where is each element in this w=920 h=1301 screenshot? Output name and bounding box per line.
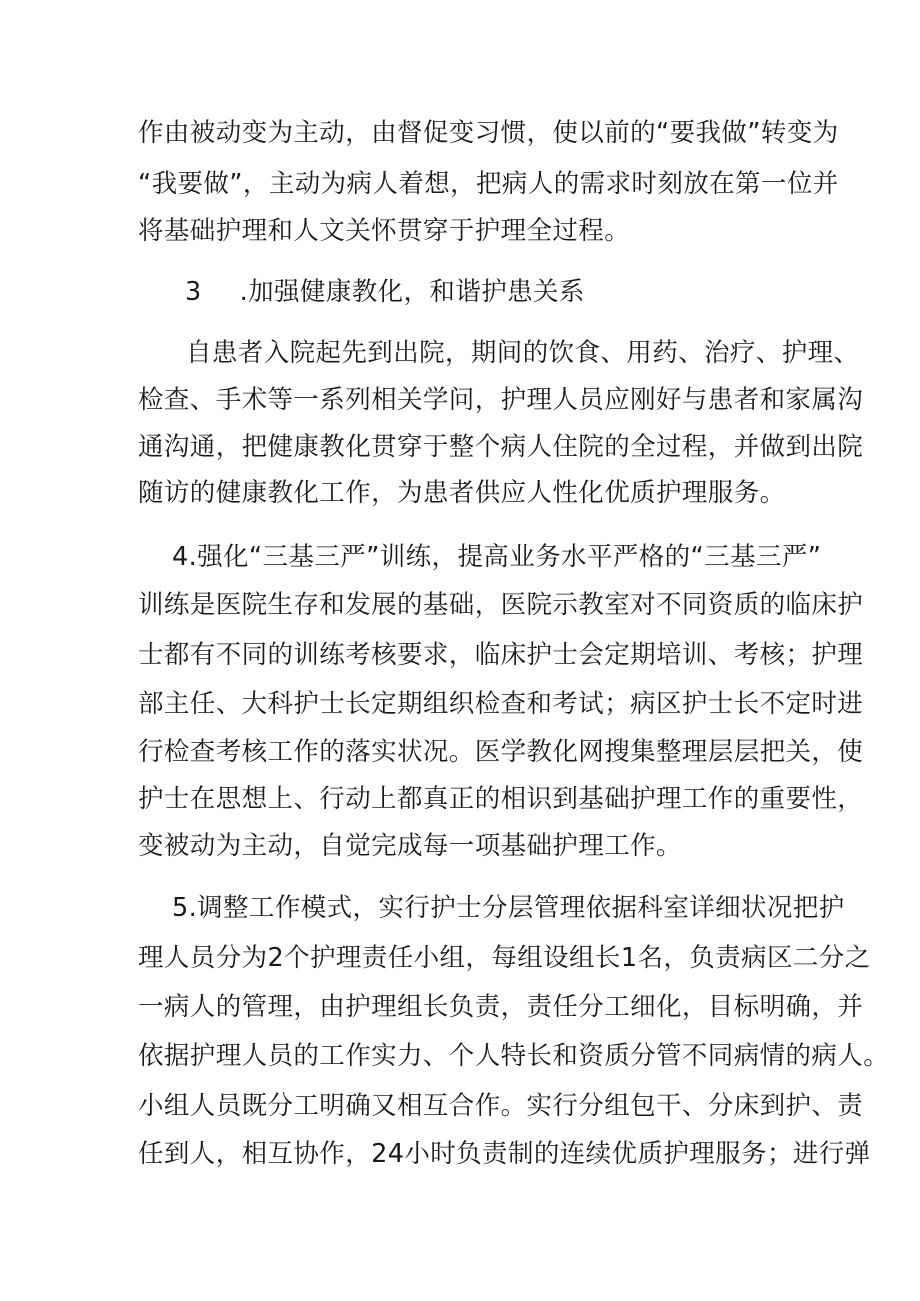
paragraph-line: 小组人员既分工明确又相互合作。实行分组包干、分床到护、责 (138, 1091, 864, 1121)
paragraph-line: 自患者入院起先到出院，期间的饮食、用药、治疗、护理、 (186, 338, 860, 368)
section-heading (185, 272, 585, 312)
paragraph-line: “我要做”，主动为病人着想，把病人的需求时刻放在第一位并 (138, 169, 839, 199)
paragraph-line: 护士在思想上、行动上都真正的相识到基础护理工作的重要性， (138, 784, 864, 814)
paragraph-line: 依据护理人员的工作实力、个人特长和资质分管不同病情的病人。 (138, 1041, 890, 1071)
paragraph-line: 任到人，相互协作，24小时负责制的连续优质护理服务；进行弹 (138, 1139, 871, 1169)
paragraph-line: 理人员分为2个护理责任小组，每组设组长1名，负责病区二分之 (138, 943, 871, 973)
paragraph-line: 作由被动变为主动，由督促变习惯，使以前的“要我做”转变为 (138, 118, 839, 148)
paragraph-line: 随访的健康教化工作，为患者供应人性化优质护理服务。 (138, 478, 786, 508)
paragraph-line: 变被动为主动，自觉完成每一项基础护理工作。 (138, 831, 682, 861)
paragraph-line: 训练是医院生存和发展的基础，医院示教室对不同资质的临床护 (138, 590, 864, 620)
paragraph-line: 一病人的管理，由护理组长负责，责任分工细化，目标明确，并 (138, 992, 864, 1022)
paragraph-line: 通沟通，把健康教化贯穿于整个病人住院的全过程，并做到出院 (138, 432, 864, 462)
paragraph-line: 部主任、大科护士长定期组织检查和考试；病区护士长不定时进 (138, 689, 864, 719)
paragraph-line: 将基础护理和人文关怀贯穿于护理全过程。 (138, 216, 631, 246)
paragraph-line: 5.调整工作模式，实行护士分层管理依据科室详细状况把护 (172, 893, 845, 923)
paragraph-line: 检查、手术等一系列相关学问，护理人员应刚好与患者和家属沟 (138, 385, 864, 415)
paragraph-line: 4.强化“三基三严”训练，提高业务水平严格的“三基三严” (172, 542, 822, 572)
paragraph-line: 行检查考核工作的落实状况。医学教化网搜集整理层层把关，使 (138, 737, 864, 767)
section-number: 3 (185, 277, 202, 307)
paragraph-line: 士都有不同的训练考核要求，临床护士会定期培训、考核；护理 (138, 640, 864, 670)
section-title: .加强健康教化，和谐护患关系 (239, 277, 585, 307)
